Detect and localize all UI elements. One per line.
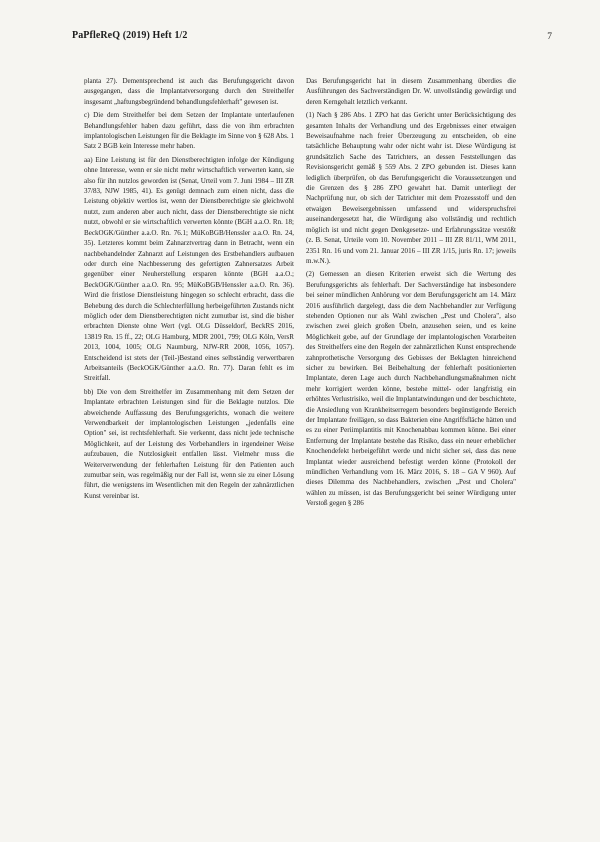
- paragraph: Das Berufungsgericht hat in diesem Zusammenhang überdies die Ausführungen des Sachverständigen Dr. W. unvollständig gewürdigt und deren Kerngehalt letztlich verkannt.: [306, 77, 516, 106]
- running-head: PaPfleReQ (2019) Heft 1/2: [72, 30, 188, 41]
- paragraph: (1) Nach § 286 Abs. 1 ZPO hat das Gericht unter Berücksichtigung des gesamten Inhalts der Verhandlung und des Ergebnisses einer etwaigen Beweisaufnahme nach freier Überzeugung zu entscheiden, ob eine tatsächliche Behauptung wahr oder nicht wahr ist. Diese Würdigung ist grundsätzlich Sache des Tatrichters, an dessen Feststellungen das Revisionsgericht gemäß § 559 Abs. 2 ZPO gebunden ist. Dieses kann lediglich überprüfen, ob das Berufungsgericht die Voraussetzungen und die Grenzen des § 286 ZPO gewahrt hat. Damit unterliegt der Nachprüfung nur, ob sich der Tatrichter mit dem Prozessstoff und den etwaigen Beweisergebnissen umfassend und widerspruchsfrei auseinandergesetzt hat, die Würdigung also vollständig und rechtlich möglich ist und nicht gegen Denkgesetze- und Erfahrungssätze verstößt (z. B. Senat, Urteile vom 10. November 2011 – III ZR 81/11, WM 2011, 2351 Rn. 16 und vom 21. Januar 2016 – III ZR 1/15, juris Rn. 17; jeweils m.w.N.).: [306, 111, 516, 265]
- left-column: [84, 76, 294, 504]
- page-number: 7: [547, 32, 552, 42]
- paragraph: aa) Eine Leistung ist für den Dienstberechtigten infolge der Kündigung ohne Interesse, wenn er sie nicht mehr wirtschaftlich verwerten kann, sie also für ihn nutzlos geworden ist (Senat, Urteil vom 7. Juni 1984 – III ZR 37/83, NJW 1985, 41). Es genügt demnach zum einen nicht, dass die Leistung objektiv wertlos ist, wenn der Dienstberechtigte sie gleichwohl nutzt, zum anderen aber auch nicht, dass der Dienstberechtigte sie nicht nutzt, obwohl er sie wirtschaftlich verwerten könnte (BGH a.a.O. Rn. 18; BeckOGK/Günther a.a.O. Rn. 76.1; MüKoBGB/Henssler a.a.O. Rn. 24, 35). Letzteres kommt beim Zahnarztvertrag dann in Betracht, wenn ein nachbehandelnder Zahnarzt auf Leistungen des Erstbehandlers aufbauen oder durch eine Nachbesserung des gefertigten Zahnersatzes Arbeit gegenüber einer Neuherstellung ersparen könnte (BGH a.a.O.; BeckOGK/Günther a.a.O. Rn. 95; MüKoBGB/Henssler a.a.O. Rn. 36). Wird die fristlose Dienstleistung hingegen so schlecht erbracht, dass die Behebung des durch die Schlechterfüllung herbeigeführten Zustands nicht möglich oder dem Dienstberechtigten nicht zumutbar ist, sind die bisher erbrachten Dienste ohne Wert (vgl. OLG Düsseldorf, BeckRS 2016, 13819 Rn. 15 ff., 22; OLG Hamburg, MDR 2001, 799; OLG Köln, VersR 2013, 1004, 1005; OLG Naumburg, NJW-RR 2008, 1056, 1057). Entscheidend ist stets der (Teil-)Bestand eines selbständig verwertbaren Arbeitsanteils (BeckOGK/Günther a.a.O. Rn. 77). Daran fehlt es im Streitfall.: [84, 155, 294, 383]
- paragraph: planta 27). Dementsprechend ist auch das Berufungsgericht davon ausgegangen, dass die Implantatversorgung durch den Streithelfer insgesamt „haftungsbegründend behandlungsfehlerhaft" gewesen ist.: [84, 77, 294, 106]
- right-column: [306, 76, 516, 512]
- paragraph: bb) Die von dem Streithelfer im Zusammenhang mit dem Setzen der Implantate erbrachten Leistungen sind für die Beklagte nutzlos. Die abweichende Auffassung des Berufungsgerichts, wonach die weitere Verwendbarkeit der implantologischen Leistungen „jedenfalls eine Option" sei, ist rechtsfehlerhaft. Sie verkennt, dass nicht jede technische Möglichkeit, auf der Leistung des Vorbehandlers in irgendeiner Weise aufzubauen, die Nutzlosigkeit entfallen lässt. Vielmehr muss die Weiterverwendung der fehlerhaften Leistung für den Patienten auch zumutbar sein, was regelmäßig nur der Fall ist, wenn sie zu einer Lösung führt, die wenigstens im Wesentlichen mit den Regeln der zahnärztlichen Kunst vereinbar ist.: [84, 387, 294, 500]
- paragraph: c) Die dem Streithelfer bei dem Setzen der Implantate unterlaufenen Behandlungsfehler haben dazu geführt, dass die von ihm erbrachten implantologischen Leistungen für die Beklagte im Sinne von § 628 Abs. 1 Satz 2 BGB kein Interesse mehr haben.: [84, 111, 294, 151]
- paragraph: (2) Gemessen an diesen Kriterien erweist sich die Wertung des Berufungsgerichts als fehlerhaft. Der Sachverständige hat insbesondere bei seiner mündlichen Anhörung vor dem Berufungsgericht am 14. März 2016 ausführlich dargelegt, dass die dem Nachbehandler zur Verfügung stehenden Optionen nur als Wahl zwischen „Pest und Cholera", also zwischen zwei gleich großen Übeln, anzusehen seien, und es keine Möglichkeit gebe, auf der Grundlage der implantologischen Vorarbeiten des Streithelfers eine den Regeln der zahnärztlichen Kunst entsprechende zahnprothetische Versorgung des Gebisses der Beklagten hinreichend sicher zu bewirken. Bei Beibehaltung der fehlerhaft positionierten Implantate, deren Lage auch durch Nachbehandlungsmaßnahmen nicht mehr korrigiert werden könne, bestehe mittel- oder langfristig ein erhöhtes Verlustrisiko, weil die Implantatwindungen und der beschichtete, die Ansiedlung von Krankheitserregern besonders begünstigende Bereich der Implantate freilägen, so dass Bakterien eine Angriffsfläche hätten und es zu einer Periimplantitis mit Knochenabbau kommen könne. Bei einer Entfernung der Implantate bestehe das Risiko, dass ein neuer erheblicher Knochendefekt herbeigeführt werde und nicht sicher sei, dass das neue Implantat wieder ausreichend befestigt werden könne (Protokoll der mündlichen Verhandlung vom 16. März 2016, S. 18 – GA V 960). Auf dieses Dilemma des Nachbehandlers, zwischen „Pest und Cholera" wählen zu müssen, ist das Berufungsgericht bei seiner Würdigung unter Verstoß gegen § 286: [306, 270, 516, 508]
